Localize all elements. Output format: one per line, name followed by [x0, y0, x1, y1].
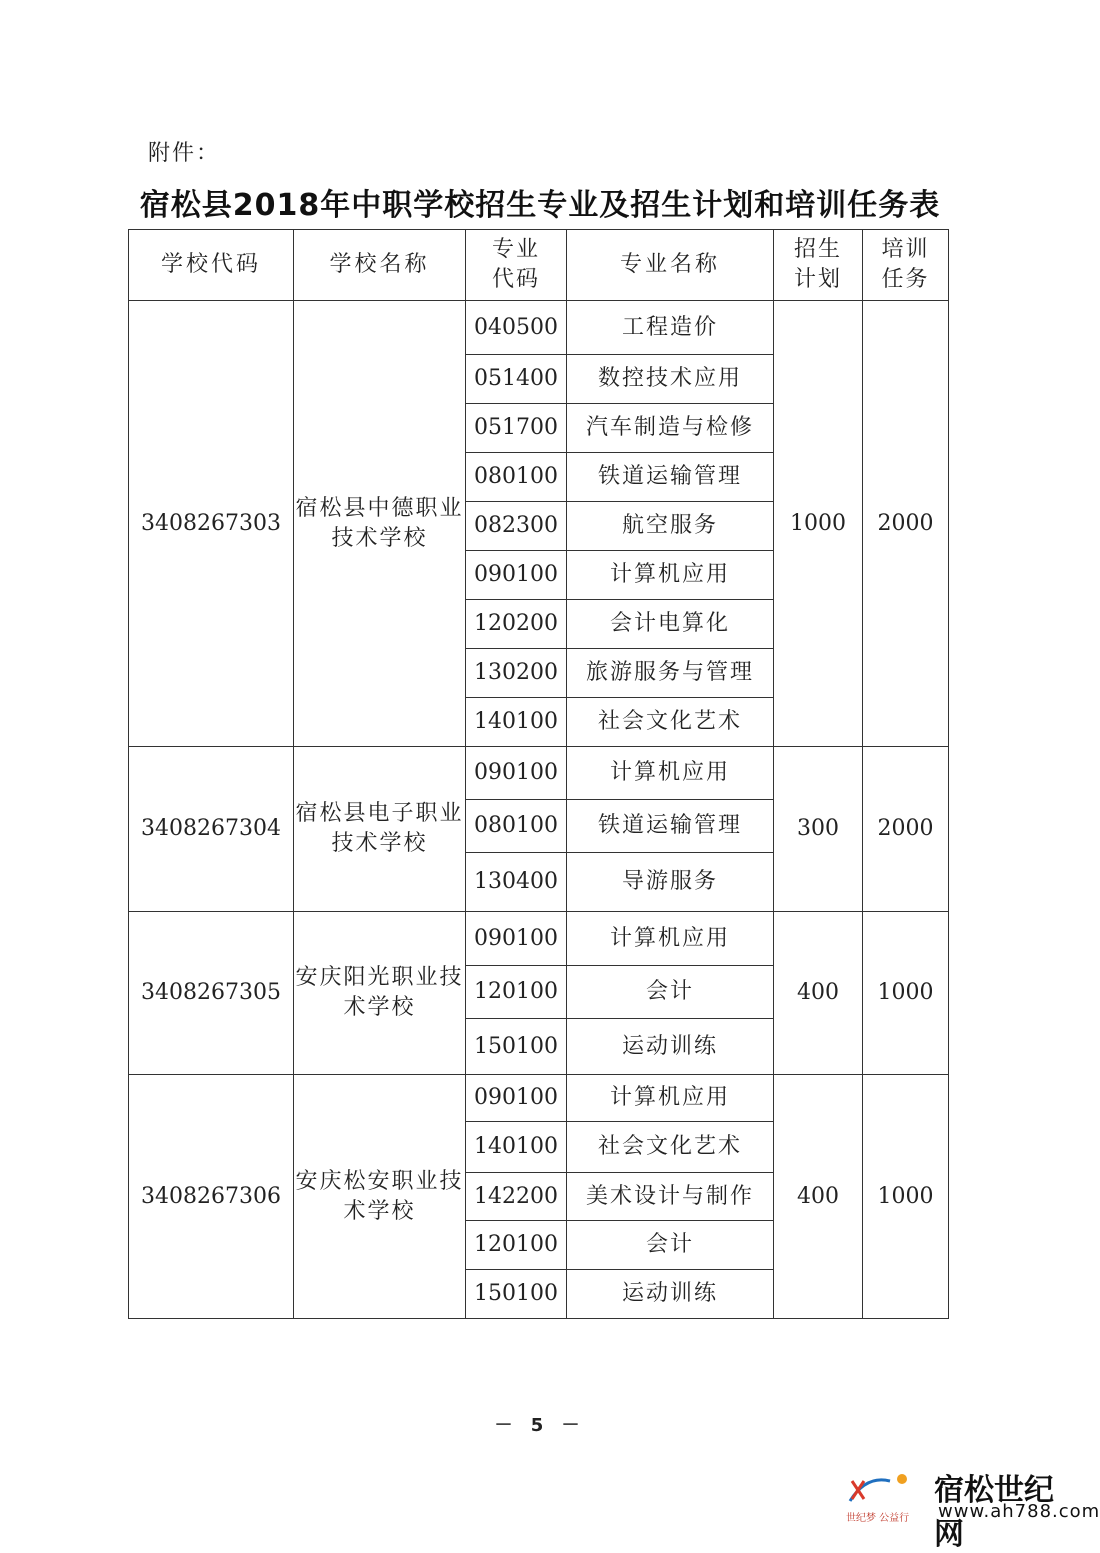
major-code-cell: 130400 [466, 853, 567, 912]
logo-swoosh-red [852, 1481, 864, 1499]
site-name: 宿松世纪网 [934, 1473, 1054, 1552]
header-school-code: 学校代码 [129, 230, 294, 301]
major-code-cell: 082300 [466, 502, 567, 551]
school-name-cell: 安庆松安职业技术学校 [294, 1075, 466, 1319]
table-header-row [129, 230, 949, 301]
major-name-cell: 会计电算化 [567, 600, 774, 649]
major-name-cell: 运动训练 [567, 1019, 774, 1075]
school-name-cell: 宿松县电子职业技术学校 [294, 747, 466, 912]
major-code-cell: 051700 [466, 404, 567, 453]
major-code-cell: 090100 [466, 747, 567, 800]
major-name-cell: 旅游服务与管理 [567, 649, 774, 698]
major-name-cell: 会计 [567, 1221, 774, 1270]
major-code-cell: 130200 [466, 649, 567, 698]
major-code-cell: 150100 [466, 1019, 567, 1075]
logo-dot [897, 1474, 907, 1484]
site-watermark [846, 1465, 1100, 1552]
site-url: www.ah788.com [938, 1501, 1100, 1522]
major-code-cell: 090100 [466, 912, 567, 966]
table-body [129, 301, 949, 1319]
header-enroll-line2: 计划 [793, 267, 842, 292]
major-code-cell: 142200 [466, 1173, 567, 1221]
major-name-cell: 汽车制造与检修 [567, 404, 774, 453]
major-name-cell: 计算机应用 [567, 551, 774, 600]
table-row [129, 1075, 949, 1122]
major-name-cell: 社会文化艺术 [567, 1122, 774, 1173]
major-code-cell: 040500 [466, 301, 567, 355]
training-task-cell: 2000 [863, 301, 949, 747]
header-training-task [863, 230, 949, 301]
training-task-cell: 2000 [863, 747, 949, 912]
major-code-cell: 090100 [466, 1075, 567, 1122]
enroll-plan-cell: 1000 [774, 301, 863, 747]
major-code-cell: 140100 [466, 698, 567, 747]
page-number: － 5 － [494, 1415, 586, 1436]
school-code-cell: 3408267304 [129, 747, 294, 912]
major-name-cell: 运动训练 [567, 1270, 774, 1319]
header-major-name: 专业名称 [567, 230, 774, 301]
major-code-cell: 150100 [466, 1270, 567, 1319]
school-name-cell: 宿松县中德职业技术学校 [294, 301, 466, 747]
header-enroll-plan [774, 230, 863, 301]
header-enroll-line1: 招生 [793, 237, 842, 262]
major-name-cell: 计算机应用 [567, 747, 774, 800]
major-code-cell: 120100 [466, 966, 567, 1019]
school-code-cell: 3408267306 [129, 1075, 294, 1319]
major-name-cell: 导游服务 [567, 853, 774, 912]
major-name-cell: 数控技术应用 [567, 355, 774, 404]
header-major-code-line1: 专业 [491, 237, 540, 262]
document-title: 宿松县2018年中职学校招生专业及招生计划和培训任务表 [139, 188, 941, 223]
attachment-label: 附件： [148, 141, 221, 166]
enroll-plan-cell: 400 [774, 912, 863, 1075]
major-code-cell: 090100 [466, 551, 567, 600]
major-name-cell: 社会文化艺术 [567, 698, 774, 747]
table-row [129, 301, 949, 355]
school-code-cell: 3408267303 [129, 301, 294, 747]
training-task-cell: 1000 [863, 912, 949, 1075]
enroll-plan-cell: 300 [774, 747, 863, 912]
major-name-cell: 工程造价 [567, 301, 774, 355]
major-code-cell: 051400 [466, 355, 567, 404]
major-code-cell: 120100 [466, 1221, 567, 1270]
header-train-line1: 培训 [881, 237, 930, 262]
major-name-cell: 航空服务 [567, 502, 774, 551]
enrollment-plan-table [128, 229, 949, 1319]
major-code-cell: 080100 [466, 453, 567, 502]
major-code-cell: 120200 [466, 600, 567, 649]
major-name-cell: 铁道运输管理 [567, 453, 774, 502]
site-logo-icon [846, 1471, 912, 1507]
major-code-cell: 140100 [466, 1122, 567, 1173]
table-row [129, 912, 949, 966]
major-code-cell: 080100 [466, 800, 567, 853]
site-slogan: 世纪梦 公益行 [846, 1513, 910, 1524]
major-name-cell: 美术设计与制作 [567, 1173, 774, 1221]
header-major-code [466, 230, 567, 301]
school-code-cell: 3408267305 [129, 912, 294, 1075]
table-row [129, 747, 949, 800]
enroll-plan-cell: 400 [774, 1075, 863, 1319]
training-task-cell: 1000 [863, 1075, 949, 1319]
header-school-name: 学校名称 [294, 230, 466, 301]
header-train-line2: 任务 [881, 267, 930, 292]
school-name-cell: 安庆阳光职业技术学校 [294, 912, 466, 1075]
header-major-code-line2: 代码 [491, 267, 540, 292]
major-name-cell: 计算机应用 [567, 912, 774, 966]
major-name-cell: 会计 [567, 966, 774, 1019]
major-name-cell: 计算机应用 [567, 1075, 774, 1122]
major-name-cell: 铁道运输管理 [567, 800, 774, 853]
